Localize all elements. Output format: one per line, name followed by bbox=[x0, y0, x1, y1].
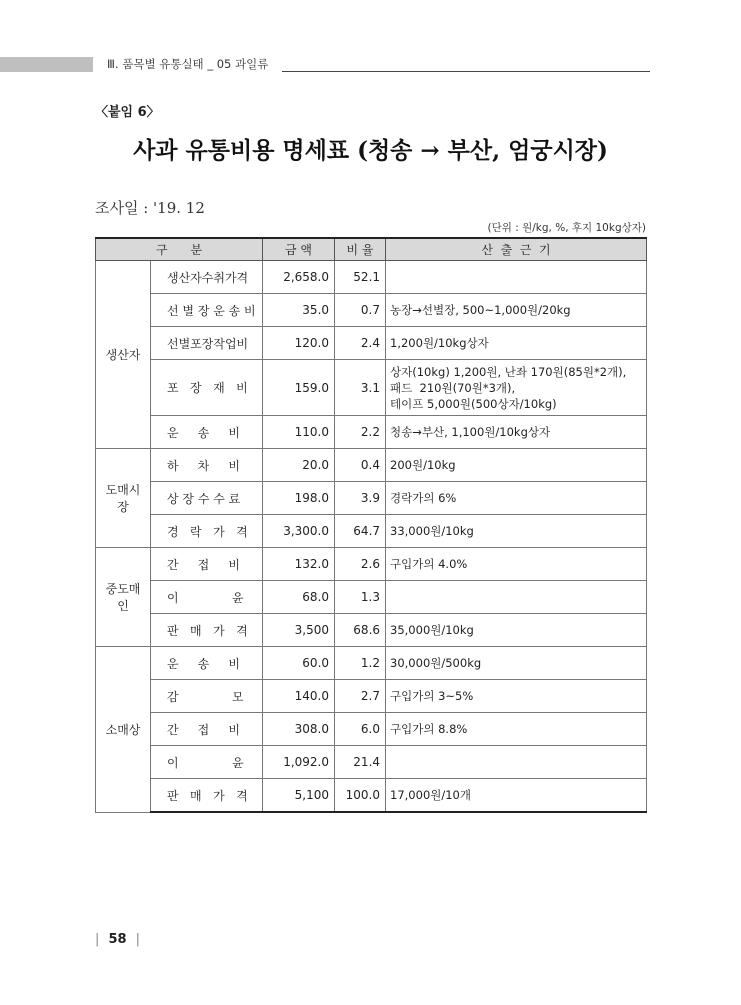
item-name: 간 접 비 bbox=[151, 713, 263, 746]
basis-cell bbox=[386, 581, 647, 614]
table-row bbox=[96, 261, 647, 294]
ratio-cell: 52.1 bbox=[335, 261, 386, 294]
basis-cell: 1,200원/10kg상자 bbox=[386, 327, 647, 360]
basis-cell: 상자(10kg) 1,200원, 난좌 170원(85원*2개), 패드 210원(70원*3개), 테이프 5,000원(500상자/10kg) bbox=[386, 360, 647, 416]
item-name: 선 별 장 운 송 비 bbox=[151, 294, 263, 327]
basis-cell bbox=[386, 746, 647, 779]
item-name: 선별포장작업비 bbox=[151, 327, 263, 360]
unit-note: (단위 : 원/kg, %, 후지 10kg상자) bbox=[487, 222, 646, 234]
amount-cell: 2,658.0 bbox=[263, 261, 335, 294]
ratio-cell: 64.7 bbox=[335, 515, 386, 548]
amount-cell: 3,500 bbox=[263, 614, 335, 647]
item-name: 판 매 가 격 bbox=[151, 614, 263, 647]
header-rule bbox=[282, 71, 650, 72]
table-row bbox=[96, 360, 647, 416]
basis-cell: 구입가의 3~5% bbox=[386, 680, 647, 713]
ratio-cell: 6.0 bbox=[335, 713, 386, 746]
amount-cell: 20.0 bbox=[263, 449, 335, 482]
table-row bbox=[96, 294, 647, 327]
basis-cell: 구입가의 4.0% bbox=[386, 548, 647, 581]
ratio-cell: 3.9 bbox=[335, 482, 386, 515]
basis-cell bbox=[386, 261, 647, 294]
group-label: 중도매인 bbox=[96, 548, 151, 647]
attachment-label: 〈붙임 6〉 bbox=[95, 105, 160, 120]
header-basis: 산 출 근 기 bbox=[386, 238, 647, 261]
item-name: 생산자수취가격 bbox=[151, 261, 263, 294]
amount-cell: 3,300.0 bbox=[263, 515, 335, 548]
ratio-cell: 2.2 bbox=[335, 416, 386, 449]
table-row bbox=[96, 581, 647, 614]
group-label: 소매상 bbox=[96, 647, 151, 813]
basis-cell: 청송→부산, 1,100원/10kg상자 bbox=[386, 416, 647, 449]
item-name: 운 송 비 bbox=[151, 647, 263, 680]
item-name: 포 장 재 비 bbox=[151, 360, 263, 416]
header-bar bbox=[0, 57, 93, 72]
ratio-cell: 100.0 bbox=[335, 779, 386, 813]
ratio-cell: 2.4 bbox=[335, 327, 386, 360]
amount-cell: 35.0 bbox=[263, 294, 335, 327]
running-header: Ⅲ. 품목별 유통실태 _ 05 과일류 bbox=[107, 57, 269, 71]
table-row bbox=[96, 614, 647, 647]
group-label: 도매시장 bbox=[96, 449, 151, 548]
item-name: 판 매 가 격 bbox=[151, 779, 263, 813]
basis-cell: 30,000원/500kg bbox=[386, 647, 647, 680]
item-name: 상 장 수 수 료 bbox=[151, 482, 263, 515]
ratio-cell: 2.7 bbox=[335, 680, 386, 713]
ratio-cell: 0.4 bbox=[335, 449, 386, 482]
amount-cell: 159.0 bbox=[263, 360, 335, 416]
group-label: 생산자 bbox=[96, 261, 151, 449]
table-row bbox=[96, 680, 647, 713]
header-amount: 금 액 bbox=[263, 238, 335, 261]
amount-cell: 60.0 bbox=[263, 647, 335, 680]
cost-table bbox=[95, 237, 647, 813]
ratio-cell: 1.2 bbox=[335, 647, 386, 680]
ratio-cell: 21.4 bbox=[335, 746, 386, 779]
table-row bbox=[96, 449, 647, 482]
page-number: | 58 | bbox=[95, 932, 140, 947]
table-row bbox=[96, 713, 647, 746]
header-ratio: 비 율 bbox=[335, 238, 386, 261]
amount-cell: 132.0 bbox=[263, 548, 335, 581]
survey-date: 조사일 : '19. 12 bbox=[95, 199, 205, 217]
basis-cell: 200원/10kg bbox=[386, 449, 647, 482]
amount-cell: 198.0 bbox=[263, 482, 335, 515]
item-name: 감 모 bbox=[151, 680, 263, 713]
table-row bbox=[96, 327, 647, 360]
basis-cell: 33,000원/10kg bbox=[386, 515, 647, 548]
table-row bbox=[96, 416, 647, 449]
table-row bbox=[96, 647, 647, 680]
amount-cell: 140.0 bbox=[263, 680, 335, 713]
ratio-cell: 68.6 bbox=[335, 614, 386, 647]
basis-cell: 구입가의 8.8% bbox=[386, 713, 647, 746]
basis-cell: 농장→선별장, 500~1,000원/20kg bbox=[386, 294, 647, 327]
basis-cell: 17,000원/10개 bbox=[386, 779, 647, 813]
table-row bbox=[96, 779, 647, 813]
item-name: 이 윤 bbox=[151, 746, 263, 779]
amount-cell: 68.0 bbox=[263, 581, 335, 614]
table-row bbox=[96, 746, 647, 779]
amount-cell: 5,100 bbox=[263, 779, 335, 813]
amount-cell: 110.0 bbox=[263, 416, 335, 449]
ratio-cell: 2.6 bbox=[335, 548, 386, 581]
basis-cell: 경락가의 6% bbox=[386, 482, 647, 515]
amount-cell: 1,092.0 bbox=[263, 746, 335, 779]
ratio-cell: 0.7 bbox=[335, 294, 386, 327]
table-row bbox=[96, 482, 647, 515]
amount-cell: 308.0 bbox=[263, 713, 335, 746]
item-name: 간 접 비 bbox=[151, 548, 263, 581]
item-name: 운 송 비 bbox=[151, 416, 263, 449]
ratio-cell: 1.3 bbox=[335, 581, 386, 614]
table-header-row bbox=[96, 238, 647, 261]
basis-cell: 35,000원/10kg bbox=[386, 614, 647, 647]
header-category: 구 분 bbox=[96, 238, 263, 261]
table-row bbox=[96, 548, 647, 581]
item-name: 경 락 가 격 bbox=[151, 515, 263, 548]
item-name: 하 차 비 bbox=[151, 449, 263, 482]
document-title: 사과 유통비용 명세표 (청송 → 부산, 엄궁시장) bbox=[133, 137, 608, 164]
amount-cell: 120.0 bbox=[263, 327, 335, 360]
ratio-cell: 3.1 bbox=[335, 360, 386, 416]
item-name: 이 윤 bbox=[151, 581, 263, 614]
table-row bbox=[96, 515, 647, 548]
